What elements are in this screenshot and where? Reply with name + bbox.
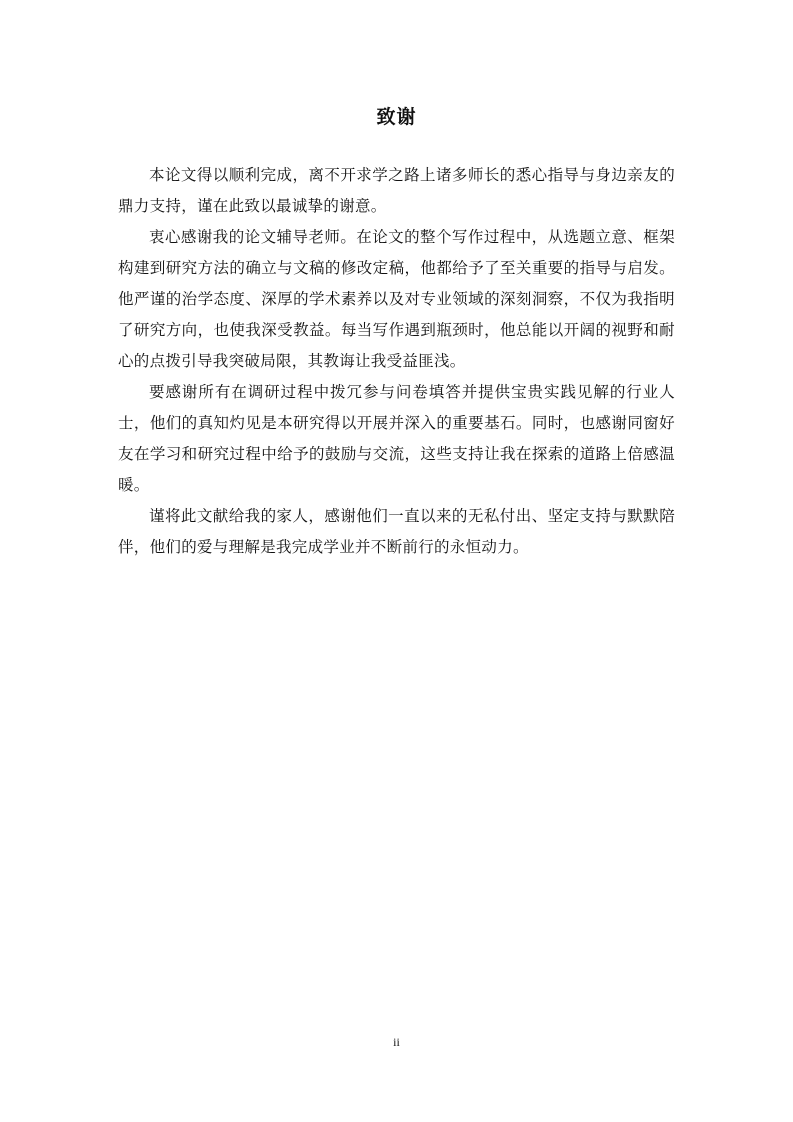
paragraph-4: 谨将此文献给我的家人，感谢他们一直以来的无私付出、坚定支持与默默陪伴，他们的爱与理解是我完成学业并不断前行的永恒动力。 — [118, 507, 675, 556]
paragraph-3: 要感谢所有在调研过程中拨冗参与问卷填答并提供宝贵实践见解的行业人士，他们的真知灼见是本研究得以开展并深入的重要基石。同时，也感谢同窗好友在学习和研究过程中给予的鼓励与交流，这些支持让我在探索的道路上倍感温暖。 — [118, 383, 675, 494]
acknowledgement-body — [118, 160, 675, 563]
paragraph-2: 衷心感谢我的论文辅导老师。在论文的整个写作过程中，从选题立意、框架构建到研究方法的确立与文稿的修改定稿，他都给予了至关重要的指导与启发。他严谨的治学态度、深厚的学术素养以及对专业领域的深刻洞察，不仅为我指明了研究方向，也使我深受教益。每当写作遇到瓶颈时，他总能以开阔的视野和耐心的点拨引导我突破局限，其教诲让我受益匪浅。 — [118, 228, 675, 370]
page-title: 致谢 — [376, 106, 417, 128]
page-number: ii — [393, 1035, 400, 1049]
paragraph-1: 本论文得以顺利完成，离不开求学之路上诸多师长的悉心指导与身边亲友的鼎力支持，谨在此致以最诚挚的谢意。 — [118, 166, 675, 215]
